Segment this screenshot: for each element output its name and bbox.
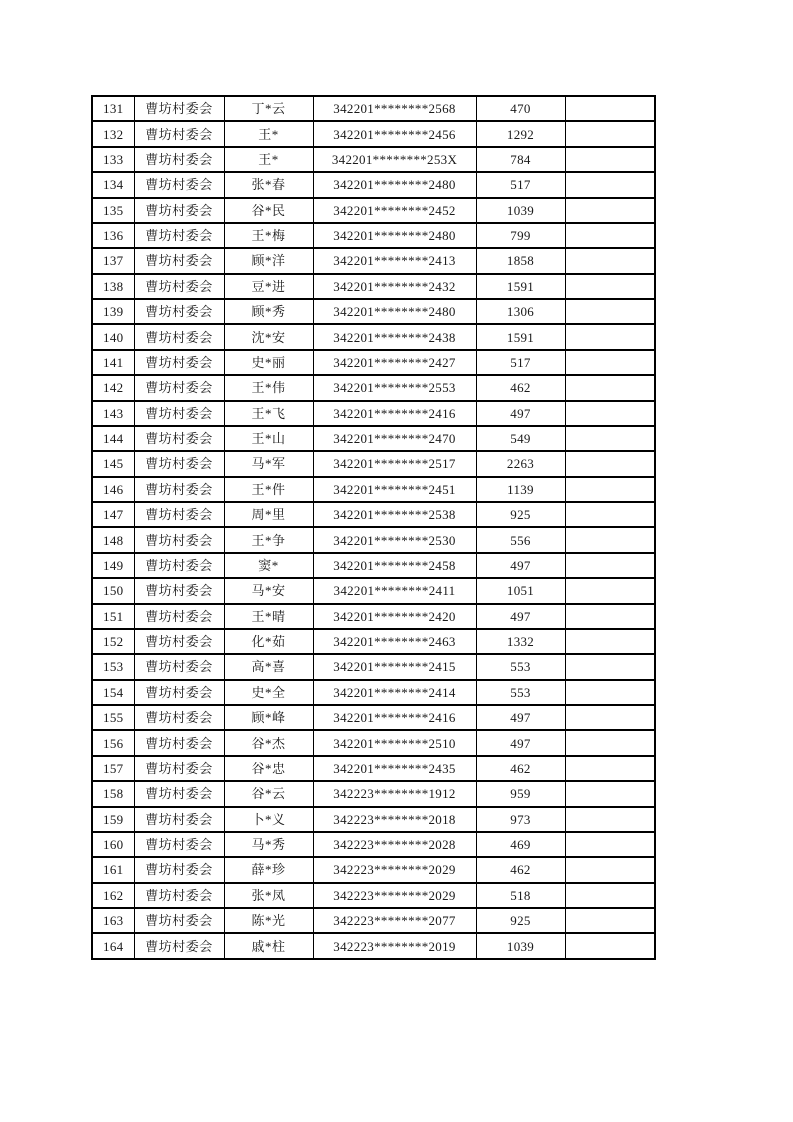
cell-note-empty [565, 807, 655, 832]
cell-village-name: 曹坊村委会 [134, 807, 224, 832]
cell-note-empty [565, 401, 655, 426]
cell-person-name: 马*秀 [224, 832, 313, 857]
cell-person-name: 王*伟 [224, 375, 313, 400]
cell-masked-id: 342201********2438 [313, 324, 476, 349]
table-row [92, 477, 655, 502]
cell-amount: 1139 [476, 477, 565, 502]
cell-note-empty [565, 375, 655, 400]
cell-person-name: 谷*杰 [224, 730, 313, 755]
cell-village-name: 曹坊村委会 [134, 832, 224, 857]
cell-person-name: 史*全 [224, 680, 313, 705]
beneficiary-table [91, 95, 656, 960]
table-row [92, 756, 655, 781]
cell-amount: 1292 [476, 121, 565, 146]
cell-masked-id: 342201********2413 [313, 248, 476, 273]
table-row [92, 350, 655, 375]
cell-masked-id: 342201********2463 [313, 629, 476, 654]
cell-village-name: 曹坊村委会 [134, 527, 224, 552]
cell-amount: 799 [476, 223, 565, 248]
cell-village-name: 曹坊村委会 [134, 578, 224, 603]
cell-amount: 925 [476, 908, 565, 933]
cell-note-empty [565, 350, 655, 375]
cell-masked-id: 342201********2530 [313, 527, 476, 552]
cell-person-name: 马*军 [224, 451, 313, 476]
cell-row-number: 154 [92, 680, 134, 705]
cell-amount: 462 [476, 375, 565, 400]
table-row [92, 375, 655, 400]
cell-village-name: 曹坊村委会 [134, 553, 224, 578]
cell-village-name: 曹坊村委会 [134, 248, 224, 273]
cell-person-name: 王*争 [224, 527, 313, 552]
cell-masked-id: 342201********2415 [313, 654, 476, 679]
table-row [92, 578, 655, 603]
cell-amount: 517 [476, 172, 565, 197]
cell-village-name: 曹坊村委会 [134, 502, 224, 527]
cell-row-number: 132 [92, 121, 134, 146]
cell-row-number: 140 [92, 324, 134, 349]
cell-masked-id: 342201********2414 [313, 680, 476, 705]
cell-person-name: 化*茹 [224, 629, 313, 654]
cell-row-number: 133 [92, 147, 134, 172]
cell-amount: 1858 [476, 248, 565, 273]
cell-row-number: 153 [92, 654, 134, 679]
cell-amount: 973 [476, 807, 565, 832]
table-row [92, 401, 655, 426]
cell-amount: 2263 [476, 451, 565, 476]
table-row [92, 730, 655, 755]
cell-masked-id: 342201********2553 [313, 375, 476, 400]
cell-row-number: 148 [92, 527, 134, 552]
cell-masked-id: 342201********2480 [313, 299, 476, 324]
cell-row-number: 144 [92, 426, 134, 451]
cell-village-name: 曹坊村委会 [134, 299, 224, 324]
cell-row-number: 164 [92, 933, 134, 959]
cell-note-empty [565, 198, 655, 223]
cell-amount: 470 [476, 96, 565, 121]
cell-masked-id: 342201********2416 [313, 401, 476, 426]
table-row [92, 654, 655, 679]
cell-masked-id: 342201********2427 [313, 350, 476, 375]
cell-person-name: 陈*光 [224, 908, 313, 933]
cell-village-name: 曹坊村委会 [134, 401, 224, 426]
cell-note-empty [565, 324, 655, 349]
cell-person-name: 王*山 [224, 426, 313, 451]
cell-note-empty [565, 426, 655, 451]
cell-person-name: 史*丽 [224, 350, 313, 375]
cell-note-empty [565, 299, 655, 324]
cell-row-number: 152 [92, 629, 134, 654]
cell-person-name: 谷*民 [224, 198, 313, 223]
cell-village-name: 曹坊村委会 [134, 883, 224, 908]
cell-village-name: 曹坊村委会 [134, 350, 224, 375]
cell-village-name: 曹坊村委会 [134, 121, 224, 146]
cell-row-number: 131 [92, 96, 134, 121]
cell-masked-id: 342201********2456 [313, 121, 476, 146]
cell-row-number: 135 [92, 198, 134, 223]
cell-row-number: 137 [92, 248, 134, 273]
cell-amount: 497 [476, 730, 565, 755]
cell-village-name: 曹坊村委会 [134, 781, 224, 806]
cell-masked-id: 342201********2435 [313, 756, 476, 781]
cell-note-empty [565, 730, 655, 755]
cell-row-number: 160 [92, 832, 134, 857]
cell-amount: 784 [476, 147, 565, 172]
cell-person-name: 王*梅 [224, 223, 313, 248]
cell-note-empty [565, 274, 655, 299]
cell-person-name: 顾*秀 [224, 299, 313, 324]
cell-note-empty [565, 883, 655, 908]
cell-masked-id: 342201********2451 [313, 477, 476, 502]
cell-amount: 1591 [476, 324, 565, 349]
cell-row-number: 134 [92, 172, 134, 197]
table-row [92, 274, 655, 299]
cell-village-name: 曹坊村委会 [134, 223, 224, 248]
table-row [92, 121, 655, 146]
table-row [92, 553, 655, 578]
cell-masked-id: 342223********2019 [313, 933, 476, 959]
cell-row-number: 161 [92, 857, 134, 882]
table-row [92, 299, 655, 324]
cell-row-number: 158 [92, 781, 134, 806]
cell-amount: 553 [476, 680, 565, 705]
table-row [92, 933, 655, 959]
table-row [92, 857, 655, 882]
table-row [92, 807, 655, 832]
cell-village-name: 曹坊村委会 [134, 172, 224, 197]
cell-row-number: 146 [92, 477, 134, 502]
cell-masked-id: 342201********2470 [313, 426, 476, 451]
cell-note-empty [565, 527, 655, 552]
cell-masked-id: 342201********253X [313, 147, 476, 172]
table-row [92, 324, 655, 349]
cell-village-name: 曹坊村委会 [134, 324, 224, 349]
cell-note-empty [565, 629, 655, 654]
cell-note-empty [565, 121, 655, 146]
cell-person-name: 王* [224, 147, 313, 172]
cell-row-number: 143 [92, 401, 134, 426]
table-row [92, 502, 655, 527]
cell-village-name: 曹坊村委会 [134, 604, 224, 629]
cell-village-name: 曹坊村委会 [134, 375, 224, 400]
cell-masked-id: 342201********2480 [313, 223, 476, 248]
cell-masked-id: 342201********2411 [313, 578, 476, 603]
cell-person-name: 窦* [224, 553, 313, 578]
table-row [92, 832, 655, 857]
cell-amount: 553 [476, 654, 565, 679]
table-row [92, 680, 655, 705]
cell-masked-id: 342223********2028 [313, 832, 476, 857]
cell-note-empty [565, 857, 655, 882]
cell-person-name: 顾*洋 [224, 248, 313, 273]
cell-note-empty [565, 908, 655, 933]
cell-person-name: 高*喜 [224, 654, 313, 679]
cell-amount: 556 [476, 527, 565, 552]
cell-note-empty [565, 756, 655, 781]
cell-village-name: 曹坊村委会 [134, 96, 224, 121]
cell-amount: 925 [476, 502, 565, 527]
cell-amount: 462 [476, 756, 565, 781]
cell-masked-id: 342201********2538 [313, 502, 476, 527]
cell-amount: 462 [476, 857, 565, 882]
cell-village-name: 曹坊村委会 [134, 426, 224, 451]
cell-row-number: 136 [92, 223, 134, 248]
cell-amount: 1591 [476, 274, 565, 299]
cell-note-empty [565, 832, 655, 857]
cell-village-name: 曹坊村委会 [134, 654, 224, 679]
cell-amount: 1332 [476, 629, 565, 654]
cell-village-name: 曹坊村委会 [134, 857, 224, 882]
cell-note-empty [565, 172, 655, 197]
cell-amount: 517 [476, 350, 565, 375]
cell-amount: 549 [476, 426, 565, 451]
cell-village-name: 曹坊村委会 [134, 933, 224, 959]
table-row [92, 198, 655, 223]
cell-person-name: 王*晴 [224, 604, 313, 629]
cell-amount: 959 [476, 781, 565, 806]
cell-row-number: 163 [92, 908, 134, 933]
cell-note-empty [565, 604, 655, 629]
cell-masked-id: 342201********2458 [313, 553, 476, 578]
table-row [92, 705, 655, 730]
cell-amount: 1306 [476, 299, 565, 324]
table-row [92, 96, 655, 121]
cell-masked-id: 342223********2029 [313, 857, 476, 882]
cell-row-number: 142 [92, 375, 134, 400]
cell-person-name: 马*安 [224, 578, 313, 603]
cell-person-name: 沈*安 [224, 324, 313, 349]
cell-note-empty [565, 680, 655, 705]
cell-amount: 1039 [476, 198, 565, 223]
cell-village-name: 曹坊村委会 [134, 730, 224, 755]
cell-person-name: 谷*忠 [224, 756, 313, 781]
table-row [92, 248, 655, 273]
cell-person-name: 王* [224, 121, 313, 146]
table-row [92, 781, 655, 806]
cell-row-number: 156 [92, 730, 134, 755]
cell-village-name: 曹坊村委会 [134, 908, 224, 933]
cell-note-empty [565, 96, 655, 121]
cell-row-number: 155 [92, 705, 134, 730]
cell-row-number: 162 [92, 883, 134, 908]
table-row [92, 604, 655, 629]
cell-note-empty [565, 451, 655, 476]
cell-note-empty [565, 578, 655, 603]
cell-masked-id: 342201********2420 [313, 604, 476, 629]
cell-amount: 518 [476, 883, 565, 908]
cell-masked-id: 342201********2480 [313, 172, 476, 197]
cell-village-name: 曹坊村委会 [134, 477, 224, 502]
cell-village-name: 曹坊村委会 [134, 705, 224, 730]
cell-masked-id: 342201********2517 [313, 451, 476, 476]
cell-row-number: 141 [92, 350, 134, 375]
cell-masked-id: 342201********2416 [313, 705, 476, 730]
cell-row-number: 150 [92, 578, 134, 603]
cell-person-name: 张*春 [224, 172, 313, 197]
cell-person-name: 王*飞 [224, 401, 313, 426]
cell-row-number: 139 [92, 299, 134, 324]
cell-village-name: 曹坊村委会 [134, 629, 224, 654]
cell-note-empty [565, 477, 655, 502]
cell-masked-id: 342223********2018 [313, 807, 476, 832]
cell-person-name: 张*凤 [224, 883, 313, 908]
cell-note-empty [565, 553, 655, 578]
cell-note-empty [565, 147, 655, 172]
cell-person-name: 谷*云 [224, 781, 313, 806]
table-row [92, 629, 655, 654]
cell-amount: 497 [476, 705, 565, 730]
cell-person-name: 卜*义 [224, 807, 313, 832]
table-row [92, 426, 655, 451]
table-row [92, 527, 655, 552]
cell-masked-id: 342201********2510 [313, 730, 476, 755]
cell-person-name: 豆*进 [224, 274, 313, 299]
cell-amount: 1039 [476, 933, 565, 959]
cell-village-name: 曹坊村委会 [134, 680, 224, 705]
table-row [92, 908, 655, 933]
cell-masked-id: 342223********1912 [313, 781, 476, 806]
cell-row-number: 147 [92, 502, 134, 527]
cell-row-number: 157 [92, 756, 134, 781]
cell-person-name: 顾*峰 [224, 705, 313, 730]
cell-village-name: 曹坊村委会 [134, 198, 224, 223]
cell-amount: 497 [476, 401, 565, 426]
cell-row-number: 159 [92, 807, 134, 832]
table-row [92, 883, 655, 908]
cell-person-name: 周*里 [224, 502, 313, 527]
table-row [92, 223, 655, 248]
cell-note-empty [565, 654, 655, 679]
cell-row-number: 138 [92, 274, 134, 299]
table-row [92, 172, 655, 197]
cell-person-name: 薛*珍 [224, 857, 313, 882]
cell-masked-id: 342201********2568 [313, 96, 476, 121]
cell-person-name: 戚*柱 [224, 933, 313, 959]
cell-amount: 1051 [476, 578, 565, 603]
cell-note-empty [565, 502, 655, 527]
table-row [92, 147, 655, 172]
cell-note-empty [565, 933, 655, 959]
cell-village-name: 曹坊村委会 [134, 274, 224, 299]
cell-masked-id: 342201********2452 [313, 198, 476, 223]
cell-amount: 469 [476, 832, 565, 857]
cell-row-number: 151 [92, 604, 134, 629]
cell-amount: 497 [476, 604, 565, 629]
cell-note-empty [565, 781, 655, 806]
cell-village-name: 曹坊村委会 [134, 147, 224, 172]
cell-row-number: 149 [92, 553, 134, 578]
cell-note-empty [565, 705, 655, 730]
cell-amount: 497 [476, 553, 565, 578]
cell-person-name: 王*件 [224, 477, 313, 502]
table-row [92, 451, 655, 476]
table-body [92, 96, 655, 959]
cell-note-empty [565, 223, 655, 248]
cell-masked-id: 342201********2432 [313, 274, 476, 299]
cell-note-empty [565, 248, 655, 273]
cell-masked-id: 342223********2077 [313, 908, 476, 933]
cell-person-name: 丁*云 [224, 96, 313, 121]
cell-village-name: 曹坊村委会 [134, 756, 224, 781]
cell-village-name: 曹坊村委会 [134, 451, 224, 476]
cell-masked-id: 342223********2029 [313, 883, 476, 908]
cell-row-number: 145 [92, 451, 134, 476]
